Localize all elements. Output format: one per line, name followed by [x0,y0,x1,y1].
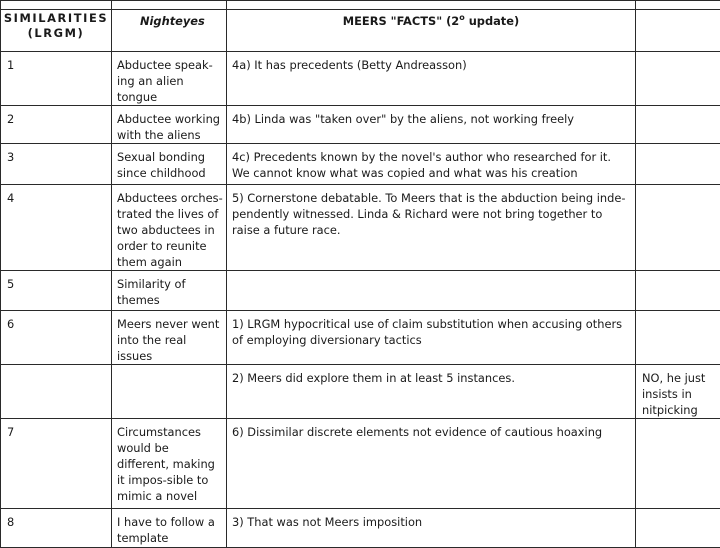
table-row [1,271,720,311]
row-meers [227,271,636,311]
header-similarities [1,10,112,52]
row-nighteyes: Abductee speak-ing an alien tongue [112,52,227,106]
row-number: 6 [1,311,112,365]
row-nighteyes: Meers never went into the real issues [112,311,227,365]
table-row [1,52,720,106]
row-nighteyes: Abductee working with the aliens [112,106,227,144]
table-row [1,509,720,548]
row-nighteyes: Abductees orches-trated the lives of two abductees in order to reunite them again [112,185,227,271]
table-row [1,311,720,365]
row-nighteyes: Sexual bonding since childhood [112,144,227,185]
row-extra [636,509,720,548]
row-extra [636,144,720,185]
header-meers-suffix: update) [465,14,519,28]
header-meers-sup: o [459,13,465,22]
row-extra: NO, he just insists in nitpicking [636,365,720,419]
table-row [1,365,720,419]
row-extra [636,106,720,144]
row-meers: 3) That was not Meers imposition [227,509,636,548]
row-number: 5 [1,271,112,311]
row-meers: 1) LRGM hypocritical use of claim substitution when accusing others of employing diversionary tactics [227,311,636,365]
row-meers: 2) Meers did explore them in at least 5 instances. [227,365,636,419]
row-extra [636,271,720,311]
table-row [1,106,720,144]
header-meers-prefix: MEERS "FACTS" (2 [343,14,459,28]
row-nighteyes [112,365,227,419]
row-meers: 4a) It has precedents (Betty Andreasson) [227,52,636,106]
row-extra [636,52,720,106]
row-meers: 6) Dissimilar discrete elements not evidence of cautious hoaxing [227,419,636,509]
row-meers: 4c) Precedents known by the novel's author who researched for it. We cannot know what was copied and what was his creation [227,144,636,185]
row-nighteyes: I have to follow a template [112,509,227,548]
header-meers-facts [227,10,636,52]
row-number: 3 [1,144,112,185]
table-row [1,419,720,509]
row-meers: 4b) Linda was "taken over" by the aliens, not working freely [227,106,636,144]
row-number: 1 [1,52,112,106]
table-top-stub-row [1,1,720,10]
row-number: 2 [1,106,112,144]
row-number [1,365,112,419]
row-number: 4 [1,185,112,271]
row-nighteyes: Similarity of themes [112,271,227,311]
row-extra [636,419,720,509]
row-number: 8 [1,509,112,548]
row-extra [636,311,720,365]
row-extra [636,185,720,271]
header-similarities-line2: (LRGM) [3,26,109,41]
table-row [1,144,720,185]
row-number: 7 [1,419,112,509]
header-extra [636,10,720,52]
header-similarities-line1: SIMILARITIES [3,11,109,26]
row-nighteyes: Circumstances would be different, making it impos-sible to mimic a novel [112,419,227,509]
header-row [1,10,720,52]
header-nighteyes: Nighteyes [112,10,227,52]
table-row [1,185,720,271]
row-meers: 5) Cornerstone debatable. To Meers that is the abduction being inde-pendently witnessed. Linda & Richard were not bring together to raise a future race. [227,185,636,271]
